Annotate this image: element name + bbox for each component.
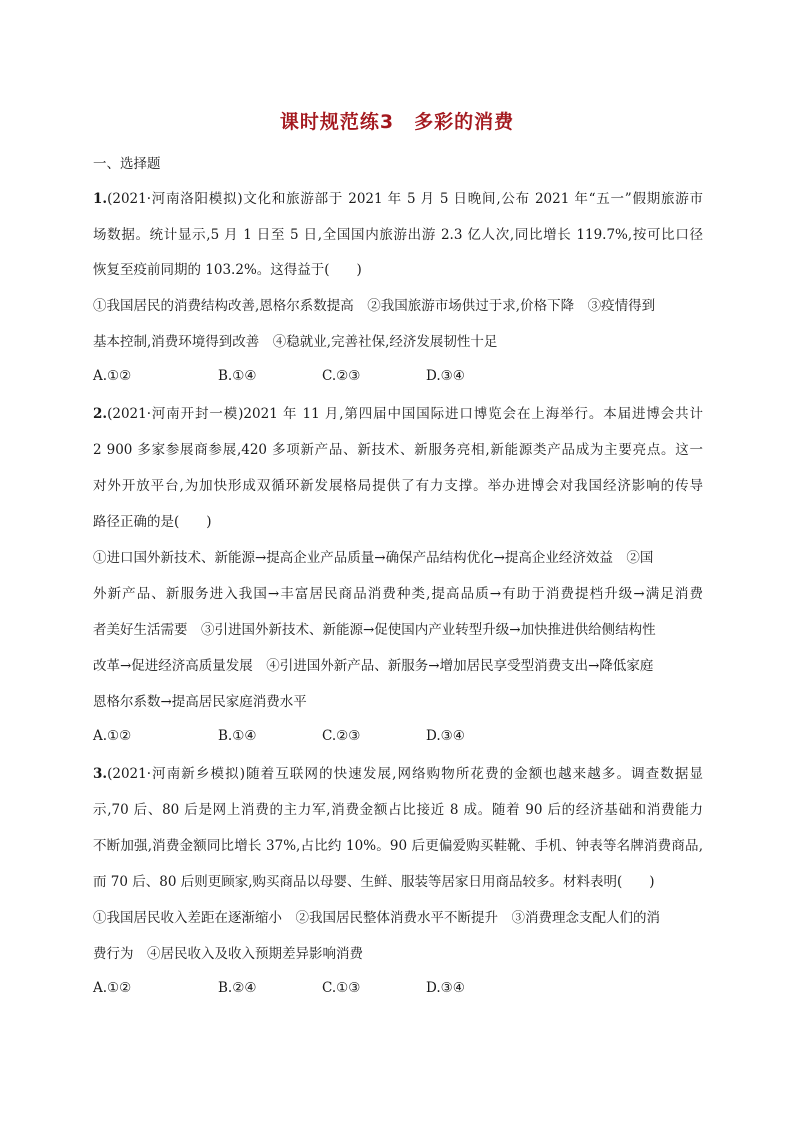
q1-number: 1. <box>93 191 108 207</box>
q1-choice-d[interactable]: D.③④ <box>426 368 465 384</box>
q2-line-6: 外新产品、新服务进入我国→丰富居民商品消费种类,提高品质→有助于消费提档升级→满足消费 <box>93 586 703 602</box>
q2-line-9: 恩格尔系数→提高居民家庭消费水平 <box>93 694 307 710</box>
q3-line-5: ①我国居民收入差距在逐渐缩小 ②我国居民整体消费水平不断提升 ③消费理念支配人们的消 <box>93 910 660 926</box>
q3-choice-b[interactable]: B.②④ <box>218 980 257 996</box>
q3-line-4: 而 70 后、80 后则更顾家,购买商品以母婴、生鲜、服装等居家日用商品较多。材料表明( ) <box>93 874 655 890</box>
q2-choice-c[interactable]: C.②③ <box>322 728 361 744</box>
q3-line-2: 示,70 后、80 后是网上消费的主力军,消费金额占比接近 8 成。随着 90 后的经济基础和消费能力 <box>93 802 703 818</box>
q2-line-1: 2.(2021·河南开封一模)2021 年 11 月,第四届中国国际进口博览会在上海举行。本届进博会共计 <box>93 406 703 422</box>
q1-choice-c[interactable]: C.②③ <box>322 368 361 384</box>
q2-line-8: 改革→促进经济高质量发展 ④引进国外新产品、新服务→增加居民享受型消费支出→降低家庭 <box>93 658 654 674</box>
q2-number: 2. <box>93 406 108 422</box>
q3-number: 3. <box>93 766 108 782</box>
q1-line-1: 1.(2021·河南洛阳模拟)文化和旅游部于 2021 年 5 月 5 日晚间,公布 2021 年“五一”假期旅游市 <box>93 191 703 207</box>
q3-choice-d[interactable]: D.③④ <box>426 980 465 996</box>
q1-line-5: 基本控制,消费环境得到改善 ④稳就业,完善社保,经济发展韧性十足 <box>93 334 498 350</box>
q1-line-3: 恢复至疫前同期的 103.2%。这得益于( ) <box>93 262 362 278</box>
q3-choice-c[interactable]: C.①③ <box>322 980 361 996</box>
q2-line-3: 对外开放平台,为加快形成双循环新发展格局提供了有力支撑。举办进博会对我国经济影响的传导 <box>93 478 703 494</box>
q3-line-1: 3.(2021·河南新乡模拟)随着互联网的快速发展,网络购物所花费的金额也越来越多。调查数据显 <box>93 766 703 782</box>
q2-line-2: 2 900 多家参展商参展,420 多项新产品、新技术、新服务亮相,新能源类产品成为主要亮点。这一 <box>93 442 703 458</box>
q2-line-7: 者美好生活需要 ③引进国外新技术、新能源→促使国内产业转型升级→加快推进供给侧结构性 <box>93 622 656 638</box>
q2-choice-a[interactable]: A.①② <box>93 728 132 744</box>
q2-choice-b[interactable]: B.①④ <box>218 728 257 744</box>
q2-line-5: ①进口国外新技术、新能源→提高企业产品质量→确保产品结构优化→提高企业经济效益 ②国 <box>93 550 654 566</box>
q2-choice-d[interactable]: D.③④ <box>426 728 465 744</box>
q1-choice-a[interactable]: A.①② <box>93 368 132 384</box>
q3-line-6: 费行为 ④居民收入及收入预期差异影响消费 <box>93 946 363 962</box>
q1-choice-b[interactable]: B.①④ <box>218 368 257 384</box>
q2-line-4: 路径正确的是( ) <box>93 514 212 530</box>
page-title: 课时规范练3 多彩的消费 <box>279 111 515 133</box>
q3-line-3: 不断加强,消费金额同比增长 37%,占比约 10%。90 后更偏爱购买鞋靴、手机、钟表等名牌消费商品, <box>93 838 703 854</box>
q3-choice-a[interactable]: A.①② <box>93 980 132 996</box>
q1-line-4: ①我国居民的消费结构改善,恩格尔系数提高 ②我国旅游市场供过于求,价格下降 ③疫情得到 <box>93 298 656 314</box>
section-heading: 一、选择题 <box>93 156 161 172</box>
q1-line-2: 场数据。统计显示,5 月 1 日至 5 日,全国国内旅游出游 2.3 亿人次,同比增长 119.7%,按可比口径 <box>93 227 703 243</box>
